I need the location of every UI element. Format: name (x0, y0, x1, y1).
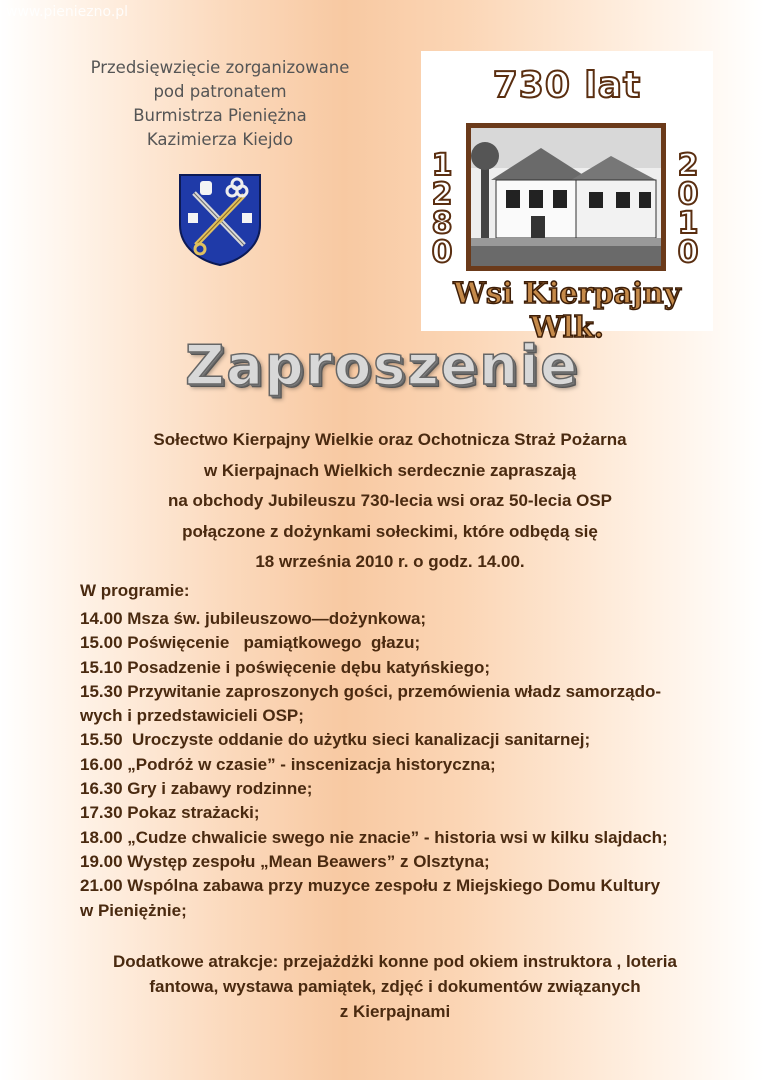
program-item: 19.00 Występ zespołu „Mean Beawers” z Olsztyna; (80, 851, 490, 871)
year-digit: 2 (431, 177, 453, 212)
patron-line: Kazimierza Kiejdo (146, 130, 294, 149)
program-list (80, 607, 720, 923)
program-item: 21.00 Wspólna zabawa przy muzyce zespołu z Miejskiego Domu Kultury (80, 876, 661, 896)
additional-attractions (70, 949, 720, 1024)
intro-line: na obchody Jubileuszu 730-lecia wsi oraz 50-lecia OSP (167, 491, 613, 510)
patron-line: pod patronatem (153, 82, 287, 101)
patron-line: Przedsięwzięcie zorganizowane (90, 58, 350, 77)
year-digit: 2 (677, 148, 699, 183)
invitation-intro (60, 425, 720, 578)
anniversary-logo (421, 51, 713, 344)
intro-line: 18 września 2010 r. o godz. 14.00. (255, 552, 525, 571)
program-item: 18.00 „Cudze chwalicie swego nie znacie” - historia wsi w kilku slajdach; (80, 827, 668, 847)
year-digit: 0 (431, 235, 453, 270)
intro-line: Sołectwo Kierpajny Wielkie oraz Ochotnicza Straż Pożarna (153, 430, 627, 449)
extra-line: Dodatkowe atrakcje: przejażdżki konne pod okiem instruktora , loteria (113, 952, 677, 971)
intro-line: w Kierpajnach Wielkich serdecznie zapraszają (203, 460, 577, 480)
page-title: Zaproszenie (185, 334, 579, 397)
year-digit: 8 (431, 206, 453, 241)
extra-line: z Kierpajnami (339, 1002, 451, 1021)
program-item: 15.10 Posadzenie i poświęcenie dębu katyńskiego; (80, 657, 491, 677)
village-house-photo (466, 123, 666, 271)
watermark-text: www.pieniezno.pl (6, 4, 129, 20)
year-digit: 0 (677, 177, 699, 212)
patron-line: Burmistrza Pieniężna (133, 106, 307, 125)
program-item: 16.00 „Podróż w czasie” - inscenizacja historyczna; (80, 754, 496, 774)
program-item: 14.00 Msza św. jubileuszowo—dożynkowa; (80, 609, 427, 628)
coat-of-arms-icon (178, 173, 262, 267)
logo-top-text: 730 lat (492, 65, 642, 106)
program-item: 17.30 Pokaz strażacki; (80, 803, 260, 823)
extra-line: fantowa, wystawa pamiątek, zdjęć i dokumentów związanych (149, 977, 641, 996)
logo-bottom-text: Wsi Kierpajny Wlk. (453, 276, 681, 344)
program-item: 15.00 Poświęcenie pamiątkowego głazu; (80, 633, 421, 653)
year-digit: 0 (677, 235, 699, 270)
program-item: 15.30 Przywitanie zaproszonych gości, przemówienia władz samorządo- (80, 681, 662, 701)
program-item: 16.30 Gry i zabawy rodzinne; (80, 779, 313, 799)
patronage-text (70, 56, 370, 152)
program-item: w Pieniężnie; (80, 900, 187, 920)
intro-line: połączone z dożynkami sołeckimi, które odbędą się (182, 521, 598, 541)
program-item: wych i przedstawicieli OSP; (80, 706, 304, 726)
program-item: 15.50 Uroczyste oddanie do użytku sieci kanalizacji sanitarnej; (80, 730, 591, 750)
year-digit: 1 (677, 206, 699, 241)
logo-year-end (671, 148, 705, 270)
program-heading: W programie: (80, 581, 190, 600)
logo-year-start (425, 148, 459, 270)
year-digit: 1 (431, 148, 453, 183)
house-illustration (471, 128, 661, 266)
